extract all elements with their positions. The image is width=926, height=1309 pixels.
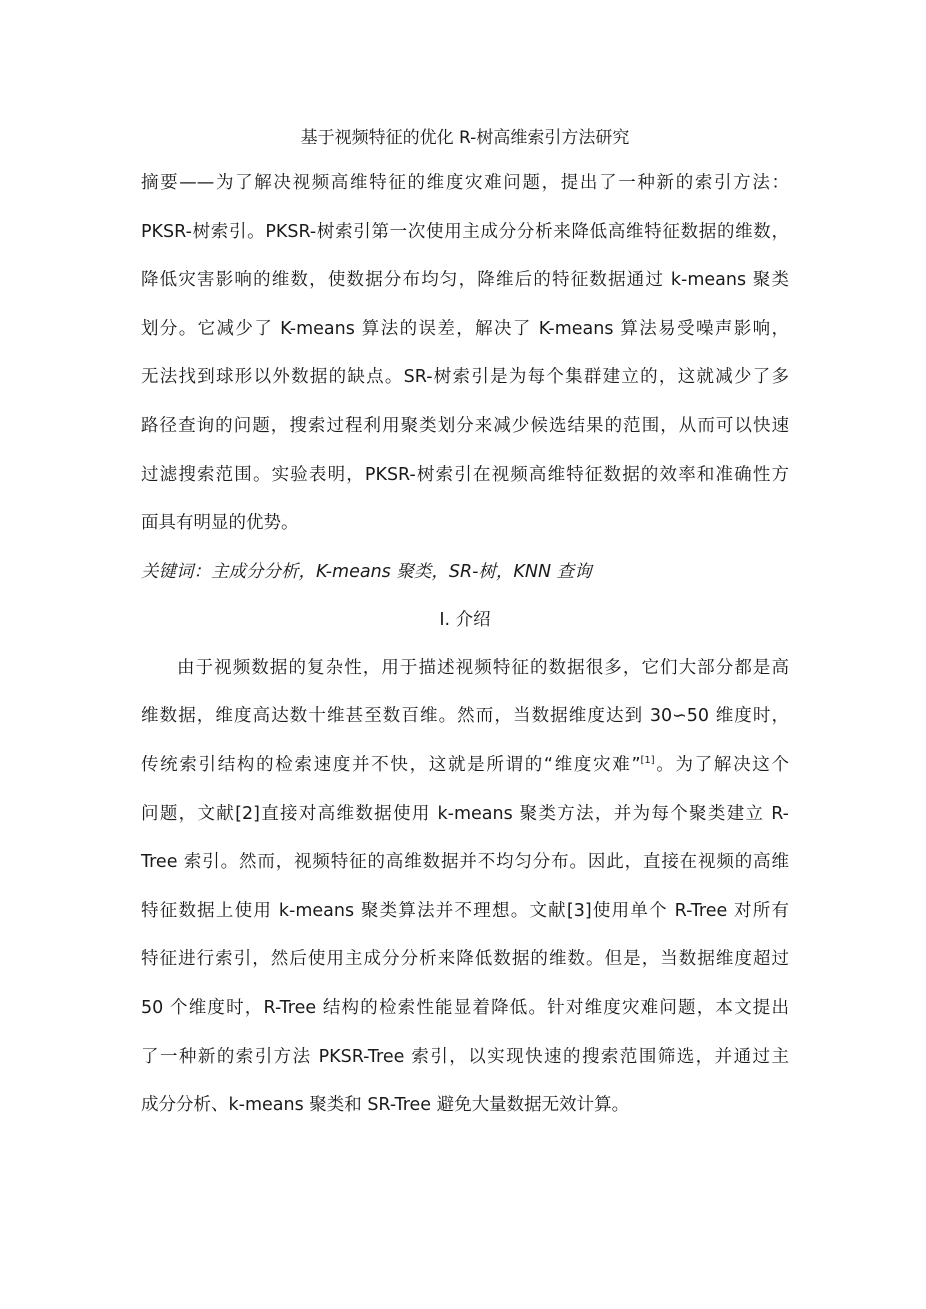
intro-line: 特征进行索引，然后使用主成分分析来降低数据的维数。但是，当数据维度超过 xyxy=(141,949,789,970)
intro-line: 维数据，维度高达数十维甚至数百维。然而，当数据维度达到 30∽50 维度时， xyxy=(141,706,789,727)
intro-line: 特征数据上使用 k-means 聚类算法并不理想。文献[3]使用单个 R-Tree 对所有 xyxy=(141,900,789,921)
abstract-line: 摘要——为了解决视频高维特征的维度灾难问题，提出了一种新的索引方法： xyxy=(141,173,789,193)
section-heading: I. 介绍 xyxy=(439,609,491,630)
abstract-line: 划分。它减少了 K-means 算法的误差，解决了 K-means 算法易受噪声影响， xyxy=(141,318,789,339)
abstract-line: 路径查询的问题，搜索过程利用聚类划分来减少候选结果的范围，从而可以快速 xyxy=(141,415,789,436)
paper-page xyxy=(141,121,789,1130)
intro-line: Tree 索引。然而，视频特征的高维数据并不均匀分布。因此，直接在视频的高维 xyxy=(141,852,789,873)
abstract-line: 过滤搜索范围。实验表明，PKSR-树索引在视频高维特征数据的效率和准确性方 xyxy=(141,464,789,485)
intro-line: 问题，文献[2]直接对高维数据使用 k-means 聚类方法，并为每个聚类建立 R- xyxy=(141,803,789,824)
abstract-line: 面具有明显的优势。 xyxy=(141,513,299,534)
intro-line: 由于视频数据的复杂性，用于描述视频特征的数据很多，它们大部分都是高 xyxy=(177,657,789,678)
abstract xyxy=(141,159,789,548)
abstract-line: 降低灾害影响的维数，使数据分布均匀，降维后的特征数据通过 k-means 聚类 xyxy=(141,270,789,291)
paper-title: 基于视频特征的优化 R-树高维索引方法研究 xyxy=(300,128,630,148)
intro-paragraph xyxy=(141,644,789,1130)
citation-ref: [1] xyxy=(640,755,655,767)
intro-text: 。为了解决这个 xyxy=(654,754,789,775)
abstract-line: 无法找到球形以外数据的缺点。SR-树索引是为每个集群建立的，这就减少了多 xyxy=(141,367,789,388)
intro-line: 50 个维度时，R-Tree 结构的检索性能显着降低。针对维度灾难问题，本文提出 xyxy=(141,997,789,1018)
intro-text: 传统索引结构的检索速度并不快，这就是所谓的“维度灾难” xyxy=(141,754,641,775)
intro-line: 成分分析、k-means 聚类和 SR-Tree 避免大量数据无效计算。 xyxy=(141,1095,630,1116)
intro-line: 了一种新的索引方法 PKSR-Tree 索引，以实现快速的搜索范围筛选，并通过主 xyxy=(141,1046,789,1067)
intro-line xyxy=(141,741,789,790)
keywords: 关键词：主成分分析，K-means 聚类，SR-树，KNN 查询 xyxy=(141,561,592,582)
abstract-line: PKSR-树索引。PKSR-树索引第一次使用主成分分析来降低高维特征数据的维数， xyxy=(141,221,789,242)
